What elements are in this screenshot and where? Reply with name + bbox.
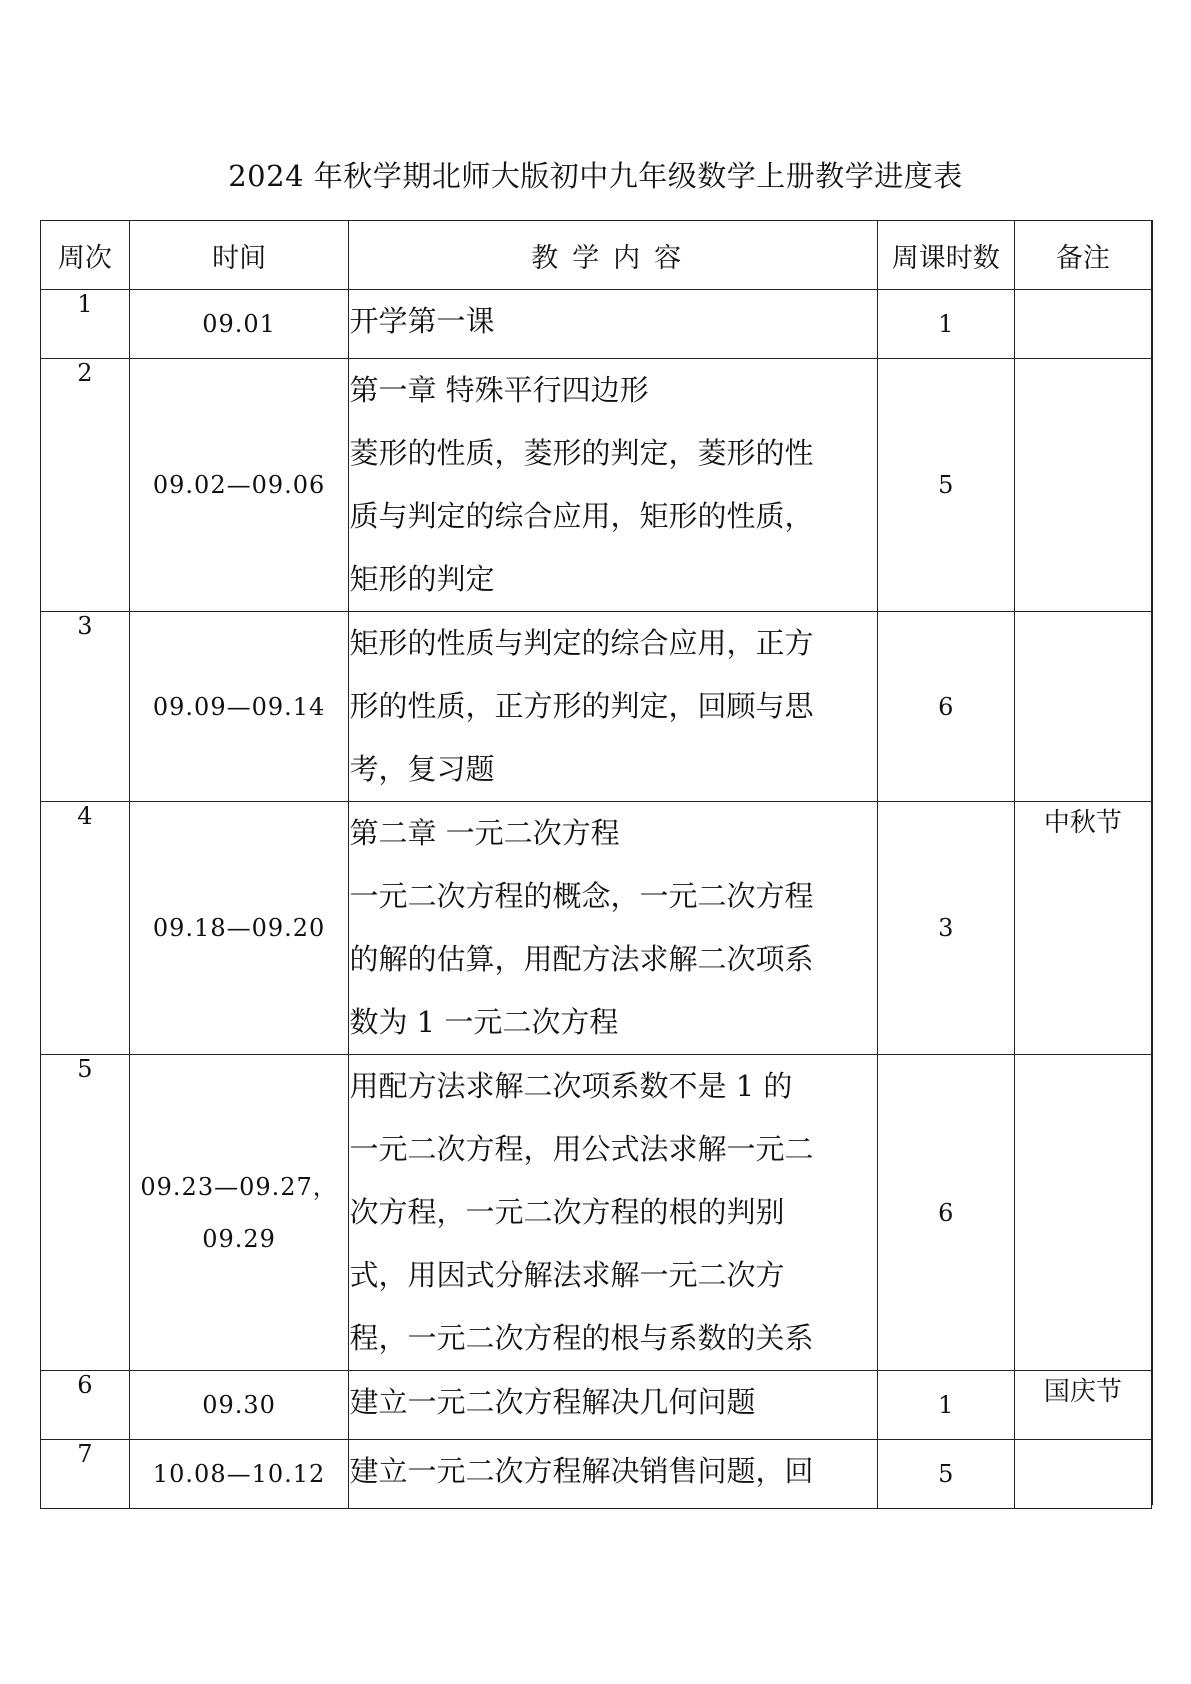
time-cell bbox=[129, 290, 349, 359]
page-title: 2024 年秋学期北师大版初中九年级数学上册教学进度表 bbox=[228, 159, 963, 193]
time-cell bbox=[129, 612, 349, 802]
content-line: 建立一元二次方程解决销售问题，回 bbox=[349, 1454, 814, 1488]
note-cell bbox=[1014, 1055, 1151, 1371]
hours-cell: 5 bbox=[877, 1440, 1014, 1509]
table-right-border bbox=[1151, 220, 1153, 1505]
table-row bbox=[41, 359, 1152, 612]
content-line: 第二章 一元二次方程 bbox=[349, 816, 620, 850]
content-line: 第一章 特殊平行四边形 bbox=[349, 373, 649, 407]
table-header-row bbox=[41, 221, 1152, 290]
time-line: 09.23—09.27， bbox=[140, 1172, 338, 1201]
content-line: 矩形的性质与判定的综合应用，正方 bbox=[349, 626, 814, 660]
table-row bbox=[41, 1055, 1152, 1371]
content-line: 式，用因式分解法求解一元二次方 bbox=[349, 1258, 785, 1292]
content-cell bbox=[349, 1055, 877, 1371]
content-cell bbox=[349, 802, 877, 1055]
table-row bbox=[41, 290, 1152, 359]
time-line: 09.01 bbox=[202, 310, 276, 338]
hours-cell: 5 bbox=[877, 359, 1014, 612]
content-line: 数为 1 一元二次方程 bbox=[349, 1005, 619, 1039]
table-row bbox=[41, 612, 1152, 802]
week-cell: 1 bbox=[41, 290, 130, 359]
table-row bbox=[41, 1440, 1152, 1509]
content-line: 用配方法求解二次项系数不是 1 的 bbox=[349, 1069, 793, 1103]
header-time: 时间 bbox=[129, 221, 349, 290]
time-cell bbox=[129, 359, 349, 612]
content-line: 建立一元二次方程解决几何问题 bbox=[349, 1385, 756, 1419]
content-cell bbox=[349, 359, 877, 612]
note-cell bbox=[1014, 359, 1151, 612]
content-line: 开学第一课 bbox=[349, 304, 495, 338]
content-line: 程，一元二次方程的根与系数的关系 bbox=[349, 1321, 814, 1355]
content-line: 次方程，一元二次方程的根的判别 bbox=[349, 1195, 785, 1229]
content-cell bbox=[349, 1440, 877, 1509]
content-line: 一元二次方程的概念，一元二次方程 bbox=[349, 879, 814, 913]
note-cell bbox=[1014, 290, 1151, 359]
content-line: 菱形的性质，菱形的判定，菱形的性 bbox=[349, 436, 814, 470]
content-line: 一元二次方程，用公式法求解一元二 bbox=[349, 1132, 814, 1166]
time-line: 09.30 bbox=[202, 1391, 276, 1419]
time-line: 09.09—09.14 bbox=[152, 692, 326, 721]
header-week: 周次 bbox=[41, 221, 130, 290]
time-cell bbox=[129, 1440, 349, 1509]
content-cell bbox=[349, 612, 877, 802]
week-cell: 4 bbox=[41, 802, 130, 1055]
content-cell bbox=[349, 1371, 877, 1440]
content-line: 质与判定的综合应用，矩形的性质， bbox=[349, 499, 814, 533]
time-cell bbox=[129, 1371, 349, 1440]
header-note: 备注 bbox=[1014, 221, 1151, 290]
hours-cell: 3 bbox=[877, 802, 1014, 1055]
week-cell: 7 bbox=[41, 1440, 130, 1509]
week-cell: 2 bbox=[41, 359, 130, 612]
content-line: 形的性质，正方形的判定，回顾与思 bbox=[349, 689, 814, 723]
content-line: 的解的估算，用配方法求解二次项系 bbox=[349, 942, 814, 976]
hours-cell: 6 bbox=[877, 612, 1014, 802]
note-cell: 中秋节 bbox=[1014, 802, 1151, 1055]
hours-cell: 6 bbox=[877, 1055, 1014, 1371]
note-cell bbox=[1014, 1440, 1151, 1509]
time-line: 09.02—09.06 bbox=[152, 471, 326, 499]
time-line: 10.08—10.12 bbox=[152, 1460, 326, 1488]
time-line: 09.18—09.20 bbox=[152, 914, 326, 942]
time-line: 09.29 bbox=[202, 1224, 276, 1253]
table-row bbox=[41, 1371, 1152, 1440]
hours-cell: 1 bbox=[877, 1371, 1014, 1440]
time-cell bbox=[129, 1055, 349, 1371]
header-hours: 周课时数 bbox=[877, 221, 1014, 290]
note-cell: 国庆节 bbox=[1014, 1371, 1151, 1440]
header-content bbox=[349, 221, 877, 290]
week-cell: 5 bbox=[41, 1055, 130, 1371]
week-cell: 3 bbox=[41, 612, 130, 802]
content-cell bbox=[349, 290, 877, 359]
hours-cell: 1 bbox=[877, 290, 1014, 359]
header-content-label: 教学内容 bbox=[531, 242, 696, 274]
note-cell bbox=[1014, 612, 1151, 802]
schedule-table bbox=[40, 220, 1152, 1509]
table-row bbox=[41, 802, 1152, 1055]
content-line: 矩形的判定 bbox=[349, 562, 495, 596]
content-line: 考，复习题 bbox=[349, 752, 495, 786]
week-cell: 6 bbox=[41, 1371, 130, 1440]
time-cell bbox=[129, 802, 349, 1055]
